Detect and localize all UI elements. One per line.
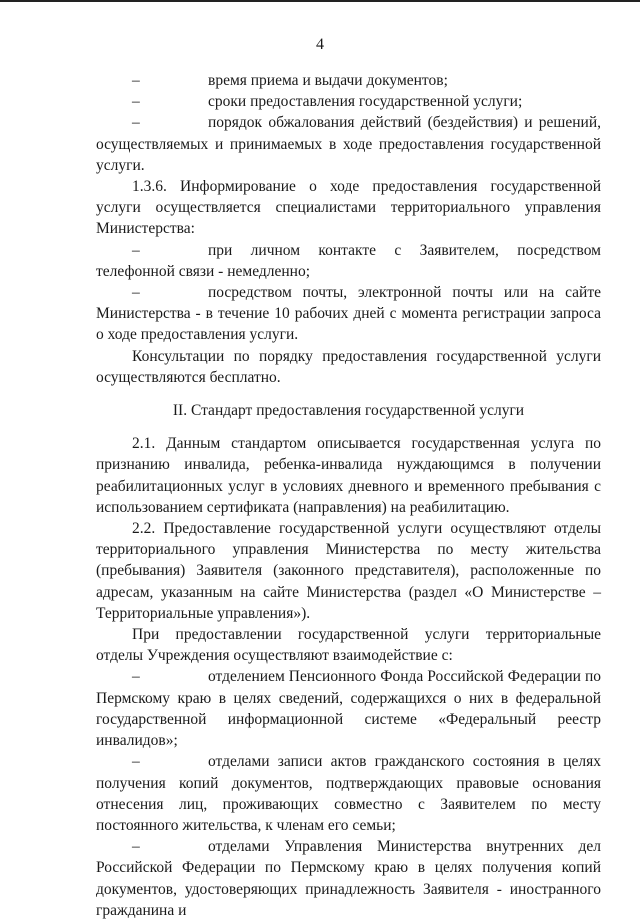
list-item: [96, 240, 601, 282]
page-top-border: [0, 0, 640, 2]
dash-marker: –: [132, 93, 140, 111]
paragraph-1-3-6: 1.3.6. Информирование о ходе предоставления государственной услуги осуществляется специалистами территориального управления Министерства:: [96, 178, 601, 238]
dash-marker: –: [132, 114, 140, 132]
list-item-text: отделением Пенсионного Фонда Российской Федерации по Пермскому краю в целях сведений, содержащихся о них в федеральной государственной информационной системе «Федеральный реестр инвалидов»;: [96, 668, 601, 750]
dash-marker: –: [132, 284, 140, 302]
section-title: II. Стандарт предоставления государственной услуги: [172, 402, 525, 420]
list-item: [96, 836, 601, 921]
paragraph-2-2: 2.2. Предоставление государственной услуги осуществляют отделы территориального управления Министерства по месту жительства (пребывания) Заявителя (законного представителя), расположенные по адресам, указанным на сайте Министерства (раздел «О Министерстве – Территориальные управления»).: [96, 520, 601, 622]
list-item-text: сроки предоставления государственной услуги;: [208, 93, 523, 111]
list-item: [96, 112, 601, 176]
dash-marker: –: [132, 753, 140, 771]
list-item: [96, 666, 601, 751]
paragraph-2-1: 2.1. Данным стандартом описывается государственная услуга по признанию инвалида, ребенка-инвалида нуждающимся в получении реабилитационных услуг в условиях дневного и временного пребывания с использованием сертификата (направления) на реабилитацию.: [96, 435, 601, 516]
document-body: [96, 70, 601, 921]
page-number: 4: [316, 36, 324, 53]
list-item-text: посредством почты, электронной почты или на сайте Министерства - в течение 10 рабочих дней с момента регистрации запроса о ходе предоставления услуги.: [96, 284, 601, 344]
dash-marker: –: [132, 72, 140, 89]
paragraph-consultation: Консультации по порядку предоставления государственной услуги осуществляются бесплатно.: [96, 347, 601, 386]
list-item: [96, 751, 601, 836]
list-item: [96, 70, 601, 91]
dash-marker: –: [132, 838, 140, 856]
paragraph-interaction: При предоставлении государственной услуги территориальные отделы Учреждения осуществляют взаимодействие с:: [96, 626, 601, 665]
list-item-text: при личном контакте с Заявителем, посредством телефонной связи - немедленно;: [96, 241, 601, 280]
list-item: [96, 282, 601, 346]
list-item-text: порядок обжалования действий (бездействия) и решений, осуществляемых и принимаемых в ходе предоставления государственной услуги.: [96, 114, 601, 174]
list-item: [96, 91, 601, 112]
list-item-text: отделами Управления Министерства внутренних дел Российской Федерации по Пермскому краю в целях получения копий документов, удостоверяющих принадлежность Заявителя - иностранного гражданина и: [96, 838, 601, 919]
list-item-text: отделами записи актов гражданского состояния в целях получения копий документов, подтверждающих правовые основания отнесения лиц, проживающих совместно с Заявителем по месту постоянного жительства, к членам его семьи;: [96, 753, 601, 834]
dash-marker: –: [132, 241, 140, 259]
list-item-text: время приема и выдачи документов;: [208, 72, 448, 89]
dash-marker: –: [132, 668, 140, 686]
